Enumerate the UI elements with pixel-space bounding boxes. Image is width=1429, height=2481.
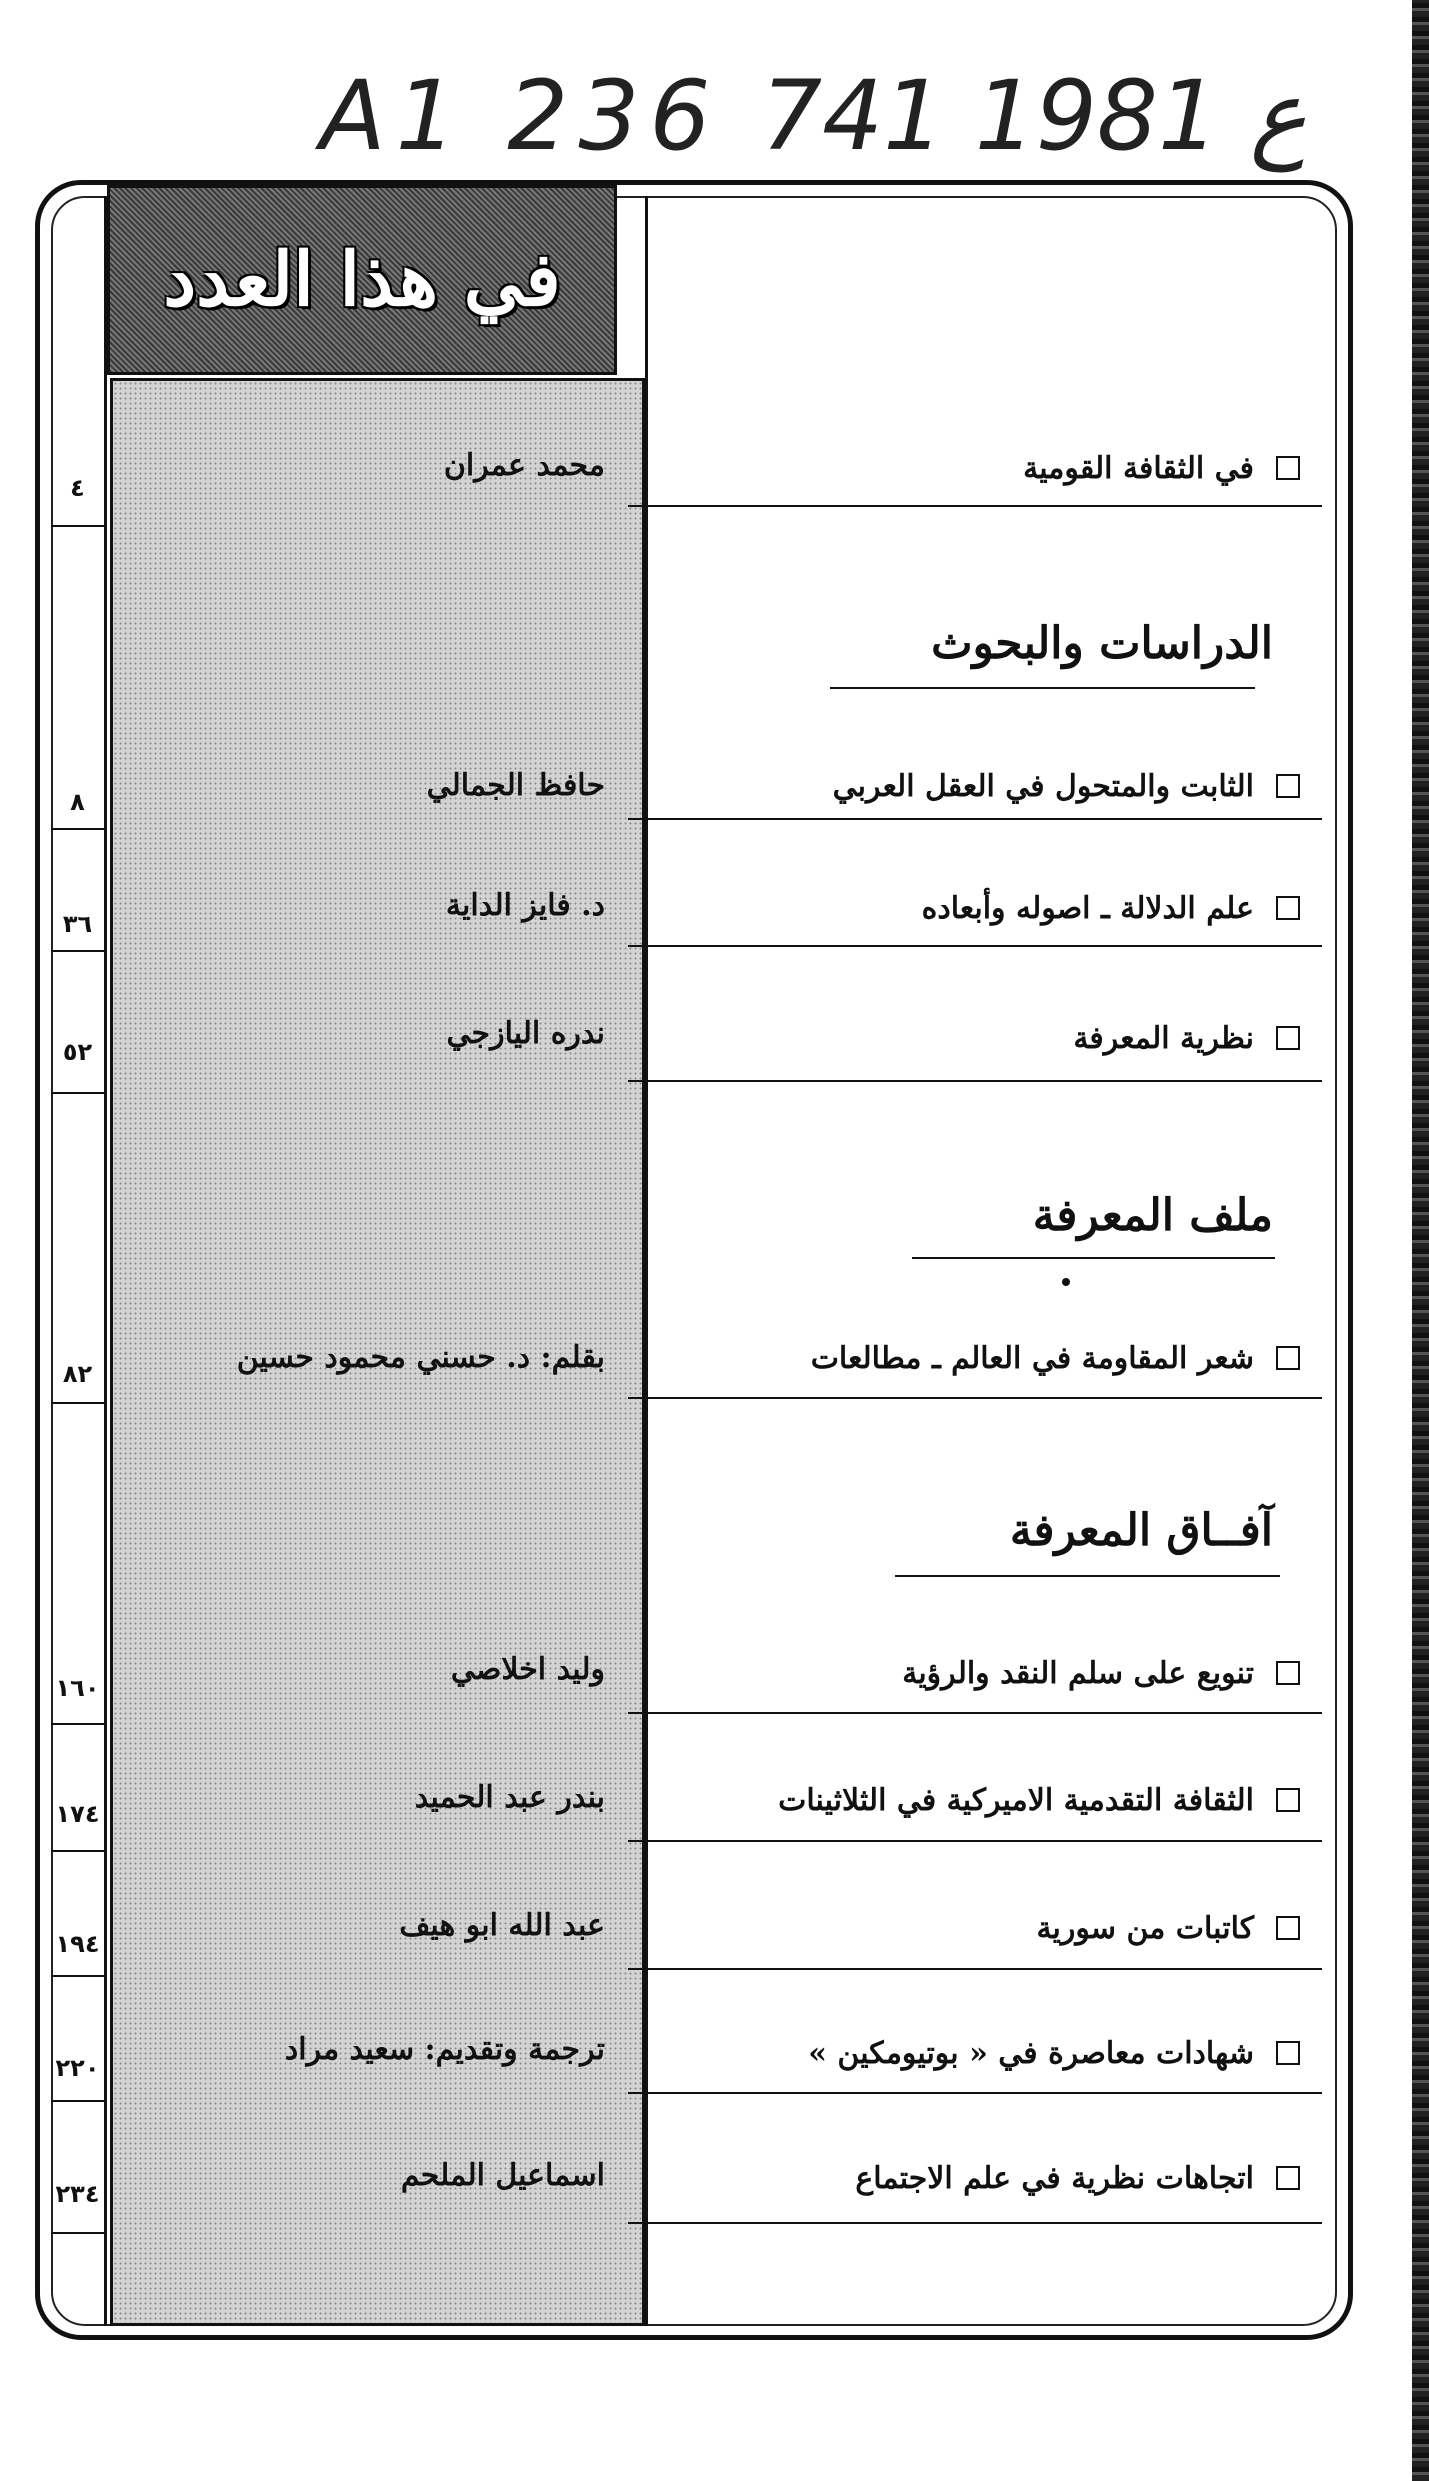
entry-page-number: ٥٢	[62, 1038, 93, 1066]
section-heading-horizons: آفــاق المعرفة	[1009, 1505, 1273, 1556]
entry-author: ندره اليازجي	[446, 1016, 605, 1051]
page-number-divider	[51, 1092, 107, 1094]
entry-title: كاتبات من سورية	[1036, 1910, 1254, 1946]
checkbox-icon	[1276, 2166, 1300, 2190]
entry-title: شعر المقاومة في العالم ـ مطالعات	[810, 1340, 1254, 1376]
entry-title: الثابت والمتحول في العقل العربي	[832, 768, 1254, 804]
entry-page-number: ٢٢٠	[55, 2054, 100, 2082]
page-number-divider	[51, 950, 107, 952]
toc-entry[interactable]	[648, 1880, 1320, 1976]
page-number-divider	[51, 1975, 107, 1977]
entry-title: اتجاهات نظرية في علم الاجتماع	[855, 2160, 1254, 2196]
toc-entry[interactable]	[648, 1625, 1320, 1721]
checkbox-icon	[1276, 1916, 1300, 1940]
checkbox-icon	[1276, 1026, 1300, 1050]
entry-title: الثقافة التقدمية الاميركية في الثلاثينات	[778, 1782, 1254, 1818]
entry-author: محمد عمران	[443, 448, 605, 483]
handwritten-catalog-mark: A1 236 ع 1981 741	[320, 60, 1307, 172]
section-heading-dossier: ملف المعرفة	[1032, 1190, 1273, 1241]
bullet-dot	[1062, 1278, 1070, 1286]
toc-entry[interactable]	[648, 1310, 1320, 1406]
page-number-divider	[51, 1850, 107, 1852]
entry-page-number: ١٧٤	[55, 1800, 100, 1828]
row-divider	[628, 2092, 1322, 2094]
entry-page-number: ١٦٠	[55, 1674, 100, 1702]
entry-title: في الثقافة القومية	[1023, 450, 1254, 486]
entry-page-number: ٣٦	[62, 910, 93, 938]
checkbox-icon	[1276, 1346, 1300, 1370]
toc-entry[interactable]	[648, 990, 1320, 1086]
page-number-divider	[51, 1723, 107, 1725]
row-divider	[628, 945, 1322, 947]
entry-author: اسماعيل الملحم	[400, 2158, 605, 2193]
row-divider	[628, 505, 1322, 507]
checkbox-icon	[1276, 1661, 1300, 1685]
checkbox-icon	[1276, 774, 1300, 798]
row-divider	[628, 1080, 1322, 1082]
page-number-divider	[51, 2232, 107, 2234]
row-divider	[628, 818, 1322, 820]
page-number-divider	[51, 1402, 107, 1404]
entry-author: وليد اخلاصي	[450, 1652, 605, 1687]
entry-author: بقلم: د. حسني محمود حسين	[236, 1340, 605, 1375]
issue-header-box	[107, 185, 617, 375]
toc-entry[interactable]	[648, 860, 1320, 956]
entry-page-number: ٨٢	[62, 1360, 93, 1388]
entry-title: نظرية المعرفة	[1073, 1020, 1254, 1056]
entry-author: بندر عبد الحميد	[414, 1780, 605, 1815]
row-divider	[628, 1840, 1322, 1842]
entry-page-number: ١٩٤	[55, 1930, 100, 1958]
checkbox-icon	[1276, 1788, 1300, 1812]
entry-author: حافظ الجمالي	[426, 768, 605, 803]
entry-title: علم الدلالة ـ اصوله وأبعاده	[921, 890, 1254, 926]
entry-page-number: ٨	[70, 788, 85, 816]
checkbox-icon	[1276, 2041, 1300, 2065]
checkbox-icon	[1276, 456, 1300, 480]
entry-page-number: ٤	[70, 474, 85, 502]
section-underline	[912, 1257, 1275, 1259]
page-number-column-divider	[104, 196, 107, 2326]
page-number-divider	[51, 828, 107, 830]
checkbox-icon	[1276, 896, 1300, 920]
scan-edge-stripe	[1412, 0, 1429, 2481]
issue-header-title: في هذا العدد	[163, 237, 561, 323]
section-heading-studies: الدراسات والبحوث	[931, 618, 1273, 669]
row-divider	[628, 1712, 1322, 1714]
toc-entry[interactable]	[648, 2005, 1320, 2101]
section-underline	[830, 687, 1255, 689]
page-number-divider	[51, 525, 107, 527]
entry-author: د. فايز الداية	[445, 888, 605, 923]
toc-entry[interactable]	[648, 1752, 1320, 1848]
row-divider	[628, 2222, 1322, 2224]
row-divider	[628, 1397, 1322, 1399]
toc-entry[interactable]	[648, 420, 1320, 516]
entry-title: شهادات معاصرة في « بوتيومكين »	[808, 2035, 1254, 2071]
entry-page-number: ٢٣٤	[55, 2180, 100, 2208]
entry-author: عبد الله ابو هيف	[399, 1908, 605, 1943]
entry-title: تنويع على سلم النقد والرؤية	[902, 1655, 1254, 1691]
section-underline	[895, 1575, 1280, 1577]
entry-author: ترجمة وتقديم: سعيد مراد	[284, 2032, 605, 2067]
row-divider	[628, 1968, 1322, 1970]
page-number-divider	[51, 2100, 107, 2102]
toc-entry[interactable]	[648, 2130, 1320, 2226]
